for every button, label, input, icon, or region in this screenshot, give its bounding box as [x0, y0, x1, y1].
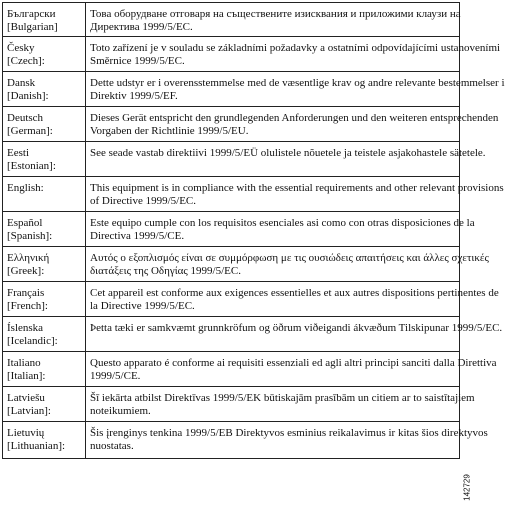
statement-cell: [86, 422, 488, 459]
statement-cell: [86, 212, 475, 247]
language-label: Ελληνική: [7, 252, 50, 264]
statement-text: Toto zařízení je v souladu se základními požadavky a ostatními odpovídajícími ustanoveními: [90, 42, 501, 54]
language-label: Lietuvių: [7, 427, 45, 439]
table-row: [3, 3, 460, 37]
language-cell: [3, 3, 86, 37]
statement-text: Directiva 1999/5/CE.: [90, 230, 185, 242]
statement-text: Este equipo cumple con los requisitos esenciales asi como con otras disposiciones de la: [90, 217, 475, 229]
language-label: Latviešu: [7, 392, 45, 404]
statement-text: Direktiv 1999/5/EF.: [90, 90, 178, 102]
language-label: Eesti: [7, 147, 29, 159]
language-label: Íslenska: [7, 322, 44, 334]
statement-text: nuostatas.: [90, 440, 134, 452]
statement-text: 1999/5/CE.: [90, 370, 141, 382]
language-cell: [3, 387, 86, 422]
language-label: Български: [7, 8, 56, 20]
statement-text: διατάξεις της Οδηγίας 1999/5/EC.: [90, 265, 241, 277]
table-row: [3, 282, 460, 317]
table-row: [3, 212, 460, 247]
statement-text: See seade vastab direktiivi 1999/5/EÜ olulistele nõuetele ja teistele asjakohastele sätetele.: [90, 147, 486, 159]
statement-cell: [86, 72, 505, 107]
language-label: [Bulgarian]: [7, 21, 58, 33]
language-cell: [3, 282, 86, 317]
language-label: [Greek]:: [7, 265, 45, 277]
statement-cell: [86, 282, 499, 317]
language-label: [Latvian]:: [7, 405, 51, 417]
language-label: [German]:: [7, 125, 53, 137]
statement-text: Šī iekārta atbilst Direktīvas 1999/5/EK būtiskajām prasībām un citiem ar to saistītajiem: [90, 392, 475, 404]
language-cell: [3, 247, 86, 282]
table-row: [3, 142, 460, 177]
statement-text: This equipment is in compliance with the essential requirements and other relevant provisions: [90, 182, 504, 194]
language-cell: [3, 317, 86, 352]
language-cell: [3, 107, 86, 142]
language-label: [Danish]:: [7, 90, 49, 102]
statement-cell: [86, 317, 503, 352]
statement-text: Směrnice 1999/5/EC.: [90, 55, 185, 67]
figure-id: [462, 467, 472, 507]
statement-cell: [86, 352, 497, 387]
table-row: [3, 422, 460, 459]
language-label: [French]:: [7, 300, 48, 312]
language-cell: [3, 177, 86, 212]
table-row: [3, 387, 460, 422]
statement-cell: [86, 107, 499, 142]
statement-text: la Directive 1999/5/EC.: [90, 300, 195, 312]
language-cell: [3, 37, 86, 72]
declaration-table: [2, 2, 505, 459]
statement-text: Dieses Gerät entspricht den grundlegenden Anforderungen und den weiteren entsprechenden: [90, 112, 499, 124]
language-label: Español: [7, 217, 43, 229]
language-label: [Icelandic]:: [7, 335, 58, 347]
language-label: Français: [7, 287, 45, 299]
table-row: [3, 177, 460, 212]
statement-cell: [86, 142, 486, 177]
statement-cell: [86, 177, 504, 212]
declaration-table-body: [3, 3, 505, 459]
language-label: Italiano: [7, 357, 41, 369]
table-row: [3, 247, 460, 282]
statement-cell: [86, 247, 489, 282]
statement-cell: [86, 387, 475, 422]
statement-text: Αυτός ο εξοπλισμός είναι σε συμμόρφωση με τις ουσιώδεις απαιτήσεις και άλλες σχετικές: [90, 252, 489, 264]
language-label: [Czech]:: [7, 55, 45, 67]
language-cell: [3, 72, 86, 107]
statement-cell: [86, 37, 501, 72]
language-cell: [3, 352, 86, 387]
statement-text: Директива 1999/5/ЕС.: [90, 21, 193, 33]
table-row: [3, 37, 460, 72]
table-row: [3, 107, 460, 142]
language-label: [Spanish]:: [7, 230, 53, 242]
statement-text: Dette udstyr er i overensstemmelse med de væsentlige krav og andre relevante bestemmelser i: [90, 77, 505, 89]
language-cell: [3, 422, 86, 459]
language-label: [Lithuanian]:: [7, 440, 66, 452]
language-label: [Estonian]:: [7, 160, 56, 172]
table-row: [3, 317, 460, 352]
statement-text: noteikumiem.: [90, 405, 151, 417]
language-label: [Italian]:: [7, 370, 46, 382]
table-row: [3, 72, 460, 107]
table-row: [3, 352, 460, 387]
statement-text: Þetta tæki er samkvæmt grunnkröfum og öðrum viðeigandi ákvæðum Tilskipunar 1999/5/EC.: [90, 322, 503, 334]
statement-text: of Directive 1999/5/EC.: [90, 195, 197, 207]
statement-text: Cet appareil est conforme aux exigences essentielles et aux autres dispositions pertinentes de: [90, 287, 499, 299]
language-cell: [3, 142, 86, 177]
statement-text: Vorgaben der Richtlinie 1999/5/EU.: [90, 125, 249, 137]
statement-text: Това оборудване отговаря на съществените изисквания и приложими клаузи на: [90, 8, 461, 20]
language-cell: [3, 212, 86, 247]
language-label: Česky: [7, 42, 35, 54]
language-label: Deutsch: [7, 112, 44, 124]
statement-text: Šis įrenginys tenkina 1999/5/EB Direktyvos esminius reikalavimus ir kitas šios direktyvos: [90, 427, 488, 439]
statement-text: Questo apparato é conforme ai requisiti essenziali ed agli altri principi sanciti dalla Direttiva: [90, 357, 497, 369]
statement-cell: [86, 3, 460, 37]
language-label: English:: [7, 182, 44, 194]
figure-id-label: 142729: [462, 474, 472, 501]
language-label: Dansk: [7, 77, 36, 89]
